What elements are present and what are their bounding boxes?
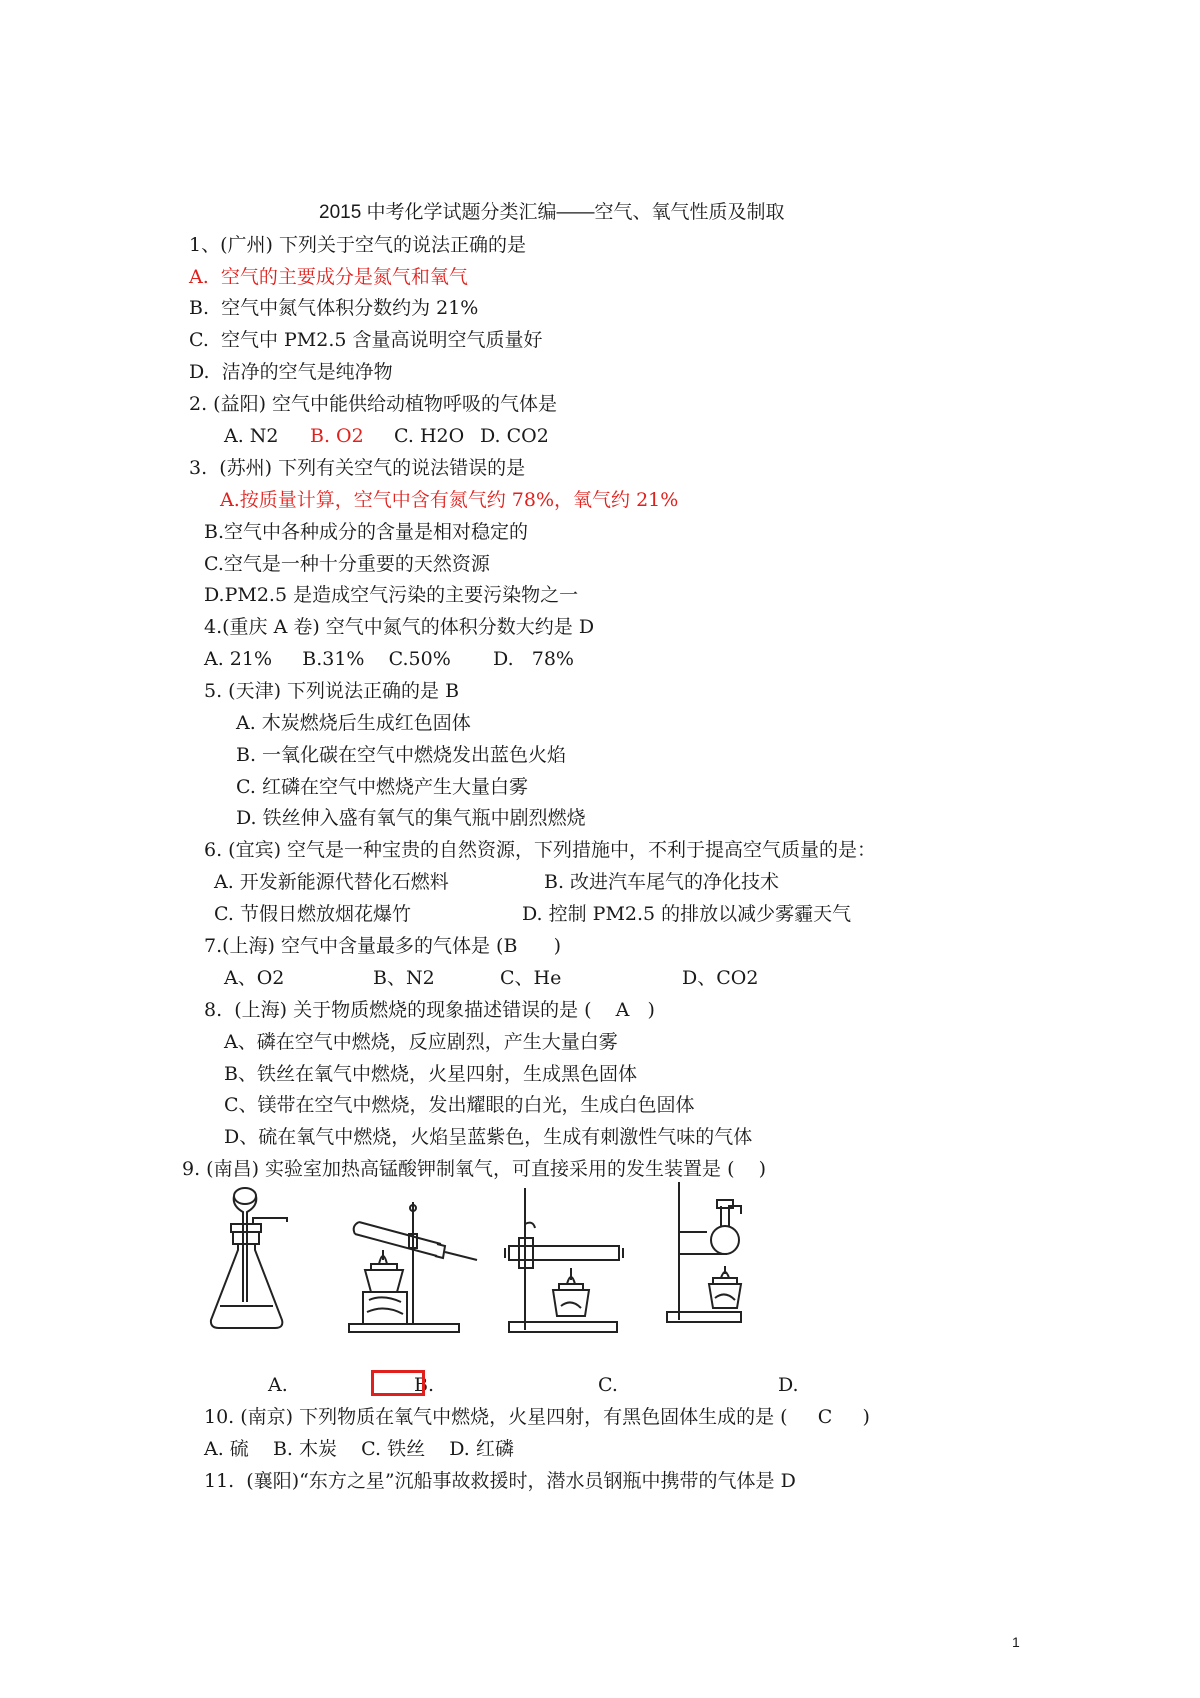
q1-stem: 1、(广州) 下列关于空气的说法正确的是 — [189, 234, 526, 256]
q5-option-a: A. 木炭燃烧后生成红色固体 — [236, 712, 471, 734]
q10-options: A. 硫 B. 木炭 C. 铁丝 D. 红磷 — [204, 1438, 514, 1460]
apparatus-c-horizontal-tube-figure — [505, 1184, 625, 1336]
q6-option-c: C. 节假日燃放烟花爆竹 — [214, 903, 411, 925]
q9-label-d: D. — [778, 1374, 799, 1396]
q5-option-b: B. 一氧化碳在空气中燃烧发出蓝色火焰 — [236, 744, 567, 766]
q8-stem: 8. (上海) 关于物质燃烧的现象描述错误的是 ( A ) — [204, 999, 655, 1021]
q8-option-d: D、硫在氧气中燃烧，火焰呈蓝紫色，生成有刺激性气味的气体 — [224, 1126, 753, 1148]
q7-option-b: B、N2 — [373, 967, 435, 989]
q10-stem: 10. (南京) 下列物质在氧气中燃烧，火星四射，有黑色固体生成的是 ( C ) — [204, 1406, 870, 1428]
q9-label-a: A. — [268, 1374, 288, 1396]
q2-stem: 2. (益阳) 空气中能供给动植物呼吸的气体是 — [189, 393, 558, 415]
q6-option-b: B. 改进汽车尾气的净化技术 — [544, 871, 780, 893]
q2-option-b: B. O2 — [310, 425, 364, 447]
page-number: 1 — [1012, 1634, 1020, 1650]
q11-stem: 11. (襄阳)“东方之星”沉船事故救援时，潜水员钢瓶中携带的气体是 D — [204, 1470, 796, 1492]
q5-option-c: C. 红磷在空气中燃烧产生大量白雾 — [236, 776, 528, 798]
q5-option-d: D. 铁丝伸入盛有氧气的集气瓶中剧烈燃烧 — [236, 807, 586, 829]
q3-option-b: B.空气中各种成分的含量是相对稳定的 — [204, 521, 529, 543]
q8-option-a: A、磷在空气中燃烧，反应剧烈，产生大量白雾 — [224, 1031, 618, 1053]
q3-option-a: A.按质量计算，空气中含有氮气约 78%，氧气约 21% — [220, 489, 679, 511]
q3-option-c: C.空气是一种十分重要的天然资源 — [204, 553, 490, 575]
q8-option-c: C、镁带在空气中燃烧，发出耀眼的白光，生成白色固体 — [224, 1094, 695, 1116]
q3-option-d: D.PM2.5 是造成空气污染的主要污染物之一 — [204, 584, 579, 606]
q7-option-d: D、CO2 — [682, 967, 759, 989]
q7-option-c: C、He — [500, 967, 562, 989]
q9-label-c: C. — [598, 1374, 618, 1396]
q7-option-a: A、O2 — [224, 967, 285, 989]
q9-label-b: B. — [414, 1374, 435, 1396]
q8-option-b: B、铁丝在氧气中燃烧，火星四射，生成黑色固体 — [224, 1063, 637, 1085]
q6-option-d: D. 控制 PM2.5 的排放以减少雾霾天气 — [522, 903, 852, 925]
q2-option-d: D. CO2 — [480, 425, 549, 447]
q1-option-d: D. 洁净的空气是纯净物 — [189, 361, 393, 383]
q3-stem: 3. (苏州) 下列有关空气的说法错误的是 — [189, 457, 526, 479]
q2-option-a: A. N2 — [224, 425, 279, 447]
q2-option-c: C. H2O — [394, 425, 465, 447]
q4-options: A. 21% B.31% C.50% D. 78% — [204, 648, 574, 670]
apparatus-a-flask-figure — [205, 1182, 295, 1332]
page-title: 2015 中考化学试题分类汇编——空气、氧气性质及制取 — [319, 202, 785, 223]
apparatus-d-round-flask-figure — [667, 1180, 767, 1328]
q1-option-c: C. 空气中 PM2.5 含量高说明空气质量好 — [189, 329, 543, 351]
q4-stem: 4.(重庆 A 卷) 空气中氮气的体积分数大约是 D — [204, 616, 595, 638]
q7-stem: 7.(上海) 空气中含量最多的气体是 (B ) — [204, 935, 562, 957]
q5-stem: 5. (天津) 下列说法正确的是 B — [204, 680, 460, 702]
q6-option-a: A. 开发新能源代替化石燃料 — [214, 871, 449, 893]
q6-stem: 6. (宜宾) 空气是一种宝贵的自然资源，下列措施中，不利于提高空气质量的是： — [204, 839, 877, 861]
answer-highlight-box — [371, 1370, 425, 1396]
q1-option-a: A. 空气的主要成分是氮气和氧气 — [189, 266, 468, 288]
q9-stem: 9. (南昌) 实验室加热高锰酸钾制氧气，可直接采用的发生装置是 ( ) — [182, 1158, 767, 1180]
apparatus-b-tube-block-figure — [349, 1194, 479, 1336]
q1-option-b: B. 空气中氮气体积分数约为 21% — [189, 297, 479, 319]
